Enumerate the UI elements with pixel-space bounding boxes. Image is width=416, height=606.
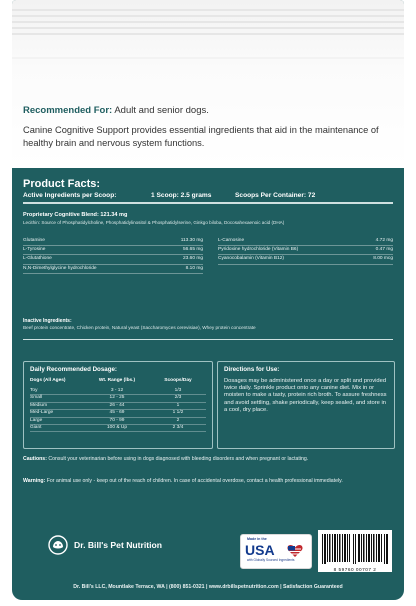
ingredient-row: Pyridoxine hydrochloride (Vitamin B6) 0.47 mg [218, 246, 393, 255]
dosage-row: Med-Large 45 - 69 1 1/2 [30, 410, 206, 417]
footer-contact: Dr. Bill's LLC, Mountlake Terrace, WA | (800) 851-0321 | www.drbillspetnutrition.com | Satisfaction Guaranteed [73, 584, 343, 590]
inactive-ingredients-title: Inactive Ingredients: [23, 318, 72, 324]
recommended-line [23, 105, 393, 116]
inactive-ingredients-text: Beef protein concentrate, Chicken protein, Natural yeast (Saccharomyces cerevisiae), Whey protein concentrate [23, 325, 256, 330]
dosage-row: Giant 100 & Up 2 3/4 [30, 425, 206, 432]
product-pouch [12, 0, 404, 600]
ingredient-row: L-Carnosine 4.72 mg [218, 237, 393, 246]
dosage-box [23, 361, 213, 449]
directions-box [217, 361, 395, 449]
dosage-header-row: Dogs (All Ages) Wt. Range (lbs.) Scoops/Day [30, 378, 192, 383]
ingredients-right-table [218, 237, 393, 265]
recommended-label: Recommended For: [23, 105, 113, 116]
ingredient-row: L-Glutathione 23.60 mg [23, 255, 203, 264]
recommended-text: Adult and senior dogs. [114, 105, 209, 116]
ingredient-row: L-Tyrosine 56.65 mg [23, 246, 203, 255]
dosage-row: Medium 26 - 44 1 [30, 403, 206, 410]
facts-header-row [23, 192, 393, 199]
seal-texture [12, 0, 404, 90]
made-in-label: Made in the [247, 537, 267, 541]
warning-text: Warning: For animal use only - keep out of the reach of children. In case of accidental overdose, contact a health professional immediately. [23, 478, 343, 484]
us-flag-heart-icon [287, 544, 303, 558]
scoops-per-container-label: Scoops Per Container: 72 [235, 192, 316, 199]
product-description: Canine Cognitive Support provides essential ingredients that aid in the maintenance of healthy brain and nervous system functions. [23, 125, 379, 148]
directions-title: Directions for Use: [224, 366, 280, 373]
dosage-title: Daily Recommended Dosage: [30, 366, 117, 373]
product-facts-title: Product Facts: [23, 178, 101, 190]
directions-text: Dosages may be administered once a day or split and provided twice daily. Sprinkle product onto any canine diet. Mix in or moisten to make a tasty, protein rich broth. To assure freshness and avoid settling, shake periodically, keep sealed, and store in a cool, dry place. [224, 378, 387, 413]
made-in-usa-badge [240, 534, 312, 569]
ingredients-left-table [23, 237, 203, 274]
ingredient-row: Glutamine 113.30 mg [23, 237, 203, 246]
dog-logo-icon [48, 535, 68, 555]
pouch-top-white [12, 0, 404, 168]
barcode-numbers: 8 59760 00707 2 [333, 567, 377, 572]
cautions-text: Cautions: Consult your veterinarian before using in dogs diagnosed with bleeding disorders and when pregnant or lactating. [23, 456, 309, 462]
usa-label: USA [245, 542, 275, 558]
lecithin-text: Lecithin: Source of Phosphatidylcholine, Phosphatidylinositol & Phosphatidylserine, Ginkgo biloba, Docosahexaenoic acid (DHA) [23, 220, 285, 225]
ingredient-row: N,N-Dimethylglycine hydrochloride 8.10 mg [23, 265, 203, 274]
dosage-row: Large 70 - 99 2 [30, 418, 206, 425]
facts-divider [23, 202, 393, 204]
dosage-rows [30, 388, 206, 432]
dosage-row: Small 12 - 25 2/3 [30, 395, 206, 402]
usa-subtext: with Globally Sourced Ingredients [247, 558, 295, 562]
ingredient-row: Cyanocobalamin (Vitamin B12) 8.00 mcg [218, 255, 393, 264]
barcode [318, 530, 392, 572]
brand-name: Dr. Bill's Pet Nutrition [74, 540, 162, 550]
dosage-row: Toy 3 - 12 1/3 [30, 388, 206, 395]
proprietary-blend-label: Proprietary Cognitive Blend: 121.34 mg [23, 212, 128, 218]
scoop-size-label: 1 Scoop: 2.5 grams [151, 192, 212, 199]
barcode-bars [318, 532, 392, 566]
active-ingredients-label: Active Ingredients per Scoop: [23, 192, 117, 199]
inactive-divider [23, 339, 393, 340]
brand-logo [48, 535, 162, 555]
